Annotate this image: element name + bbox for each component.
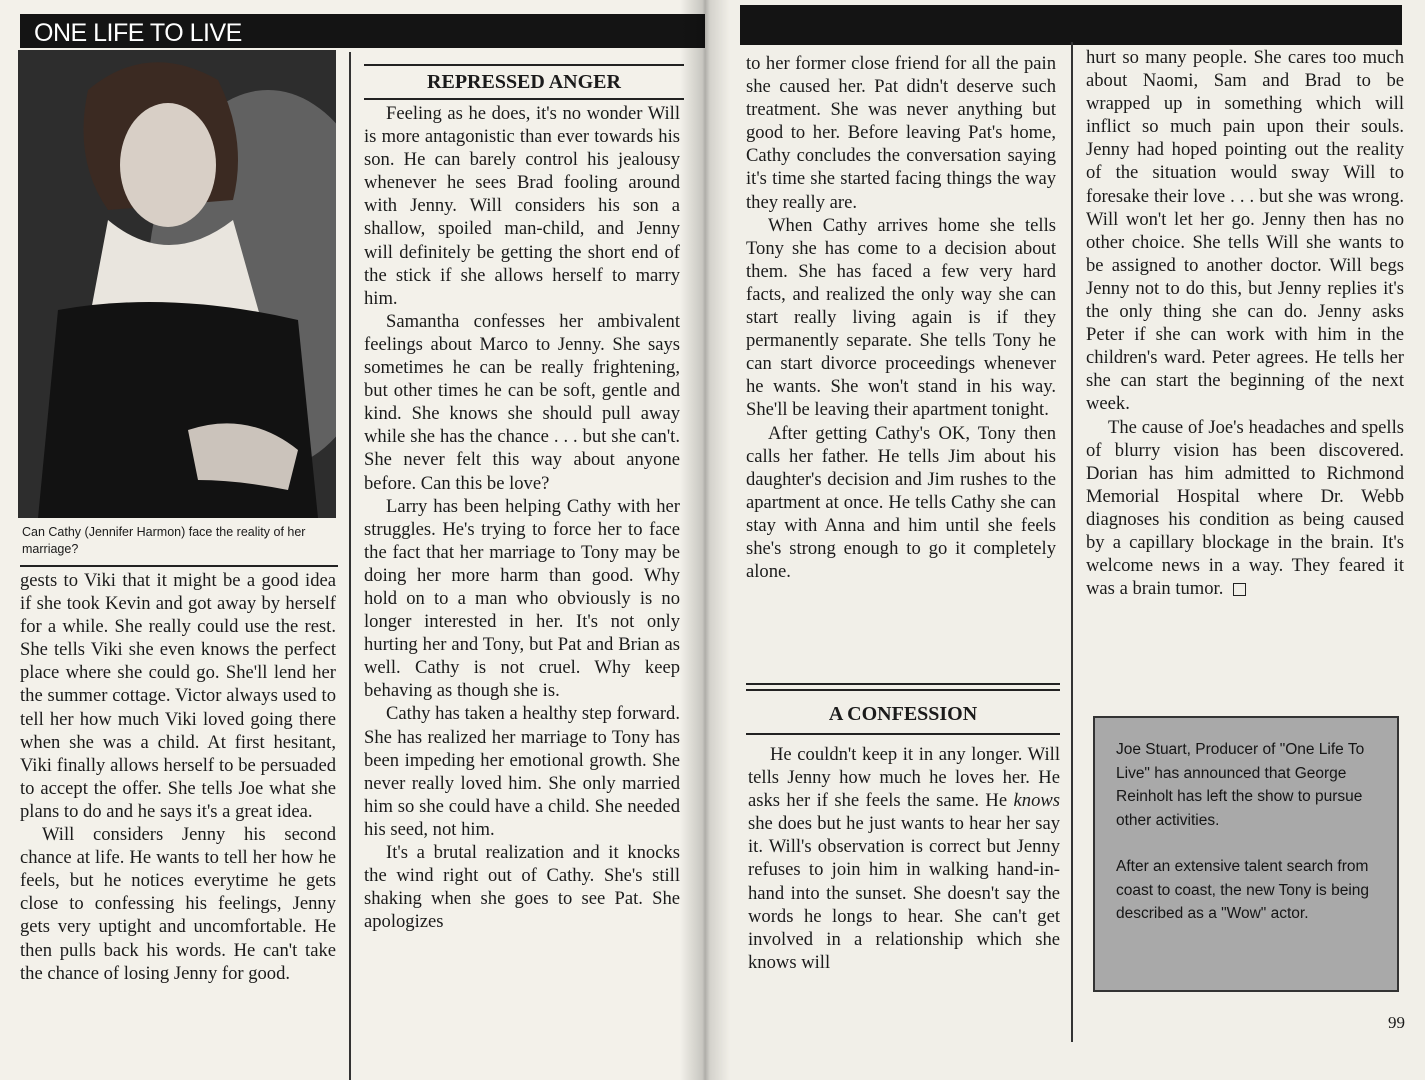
paragraph: It's a brutal realization and it knocks the wind right out of Cathy. She's still shaking when she goes to see Pat. She apologizes: [364, 842, 680, 933]
text-run: she does but he just wants to hear her say it. Will's observation is correct but Jenny refuses to join him in walking hand-in-hand into the sunset. She doesn't say the words he longs to hear. She can't get involved in a relationship which she knows will: [748, 813, 1060, 973]
paragraph: gests to Viki that it might be a good idea if she took Kevin and got away by herself for a while. She really could use the rest. She tells Viki she even knows the perfect place where she could go. She'll lend her the summer cottage. Victor always used to tell her how much Viki loved going there when she was a child. At first hesitant, Viki finally allows herself to be persuaded to accept the offer. She tells Joe what she plans to do and he says it's a great idea.: [20, 570, 336, 822]
announcement-paragraph: After an extensive talent search from coast to coast, the new Tony is being described as a "Wow" actor.: [1116, 858, 1370, 922]
text-run: He couldn't keep it in any longer. Will tells Jenny how much he loves her. He asks her if she feels the same. He: [748, 744, 1060, 812]
paragraph: Larry has been helping Cathy with her struggles. He's trying to force her to face the fact that her marriage to Tony may be doing her more harm than good. Why hold on to a man who obviously is no longer interested in her. It's not only hurting her and Tony, but Pat and Brian as well. Cathy is not cruel. Why keep behaving as though she is.: [364, 495, 680, 702]
paragraph: [748, 743, 1060, 974]
paragraph: After getting Cathy's OK, Tony then calls her father. He tells Jim about his daughter's decision and Jim rushes to the apartment at once. He tells Cathy she can stay with Anna and him until she feels she's strong enough to go it completely alone.: [746, 422, 1056, 583]
announcement-paragraph: Joe Stuart, Producer of "One Life To Live" has announced that George Reinholt has left the show to pursue other activities.: [1116, 741, 1365, 829]
heading-rule-bottom: [746, 733, 1060, 735]
subheading-a-confession: A CONFESSION: [828, 703, 978, 725]
paragraph: Feeling as he does, it's no wonder Will is more antagonistic than ever towards his son. He can barely control his jealousy whenever he sees Brad fooling around with Jenny. Will considers his son a shallow, spoiled man-child, and Jenny will definitely be getting the short end of the stick if she allows herself to marry him.: [364, 103, 680, 309]
end-of-article-mark: [1233, 583, 1246, 596]
heading-rule-top: [746, 683, 1060, 685]
paragraph: to her former close friend for all the pain she caused her. Pat didn't deserve such treatment. She was never anything but good to her. Before leaving Pat's home, Cathy concludes the conversation saying it's time she started facing things the way they really are.: [746, 53, 1056, 213]
paragraph: [1086, 416, 1404, 601]
paragraph: Samantha confesses her ambivalent feelings about Marco to Jenny. She says sometimes he can be really frightening, but other times he can be soft, gentle and kind. She knows she should pull away while she has the chance . . . but she can't. She never felt this way about anyone before. Can this be love?: [364, 310, 680, 494]
emphasis: knows: [1013, 790, 1060, 812]
column-divider: [1071, 42, 1073, 1042]
heading-rule-top-double: [746, 689, 1060, 691]
section-header-bar-right: [740, 5, 1402, 45]
paragraph: Cathy has taken a healthy step forward. She has realized her marriage to Tony has been impeding her emotional growth. She never really loved him. She only married him so she could have a child. She needed his seed, not him.: [364, 703, 680, 840]
article-column-3: [746, 52, 1056, 583]
photo-caption: Can Cathy (Jennifer Harmon) face the reality of her marriage?: [22, 525, 306, 556]
article-column-4: [1086, 46, 1404, 600]
section-title: ONE LIFE TO LIVE: [34, 19, 242, 47]
announcement-text: [1116, 738, 1388, 949]
paragraph: Will considers Jenny his second chance at life. He wants to tell her how he feels, but he notices everytime he gets close to confessing his feelings, Jenny gets very uptight and uncomfortable. He then pulls back his words. He can't take the chance of losing Jenny for good.: [20, 824, 336, 984]
page-number: 99: [1388, 1013, 1405, 1032]
article-column-3-continued: [748, 743, 1060, 974]
subheading-repressed-anger: REPRESSED ANGER: [427, 71, 621, 93]
announcement-box: [1093, 716, 1399, 992]
paragraph: When Cathy arrives home she tells Tony she has come to a decision about them. She has faced a few very hard facts, and realized the only way she can start really living again is if they permanently separate. She tells Tony he can start divorce proceedings whenever he wants. She won't stand in his way. She'll be leaving their apartment tonight.: [746, 214, 1056, 421]
text-run: The cause of Joe's headaches and spells of blurry vision has been discovered. Dorian has him admitted to Richmond Memorial Hospital where Dr. Webb diagnoses his condition as being caused by a capillary blockage in the brain. It's welcome news in a way. They feared it was a brain tumor.: [1086, 416, 1404, 600]
paragraph: hurt so many people. She cares too much about Naomi, Sam and Brad to be wrapped up in something which will inflict so much pain upon their souls. Jenny had hoped pointing out the reality of the situation would sway Will to foresake their love . . . but she was wrong. Will won't let her go. Jenny then has no other choice. She tells Will she wants to be assigned to another doctor. Will begs Jenny not to do this, but Jenny replies it's the only thing she can do. Jenny asks Peter if she can work with him in the children's ward. Peter agrees. He tells her she can start the beginning of the next week.: [1086, 47, 1404, 415]
